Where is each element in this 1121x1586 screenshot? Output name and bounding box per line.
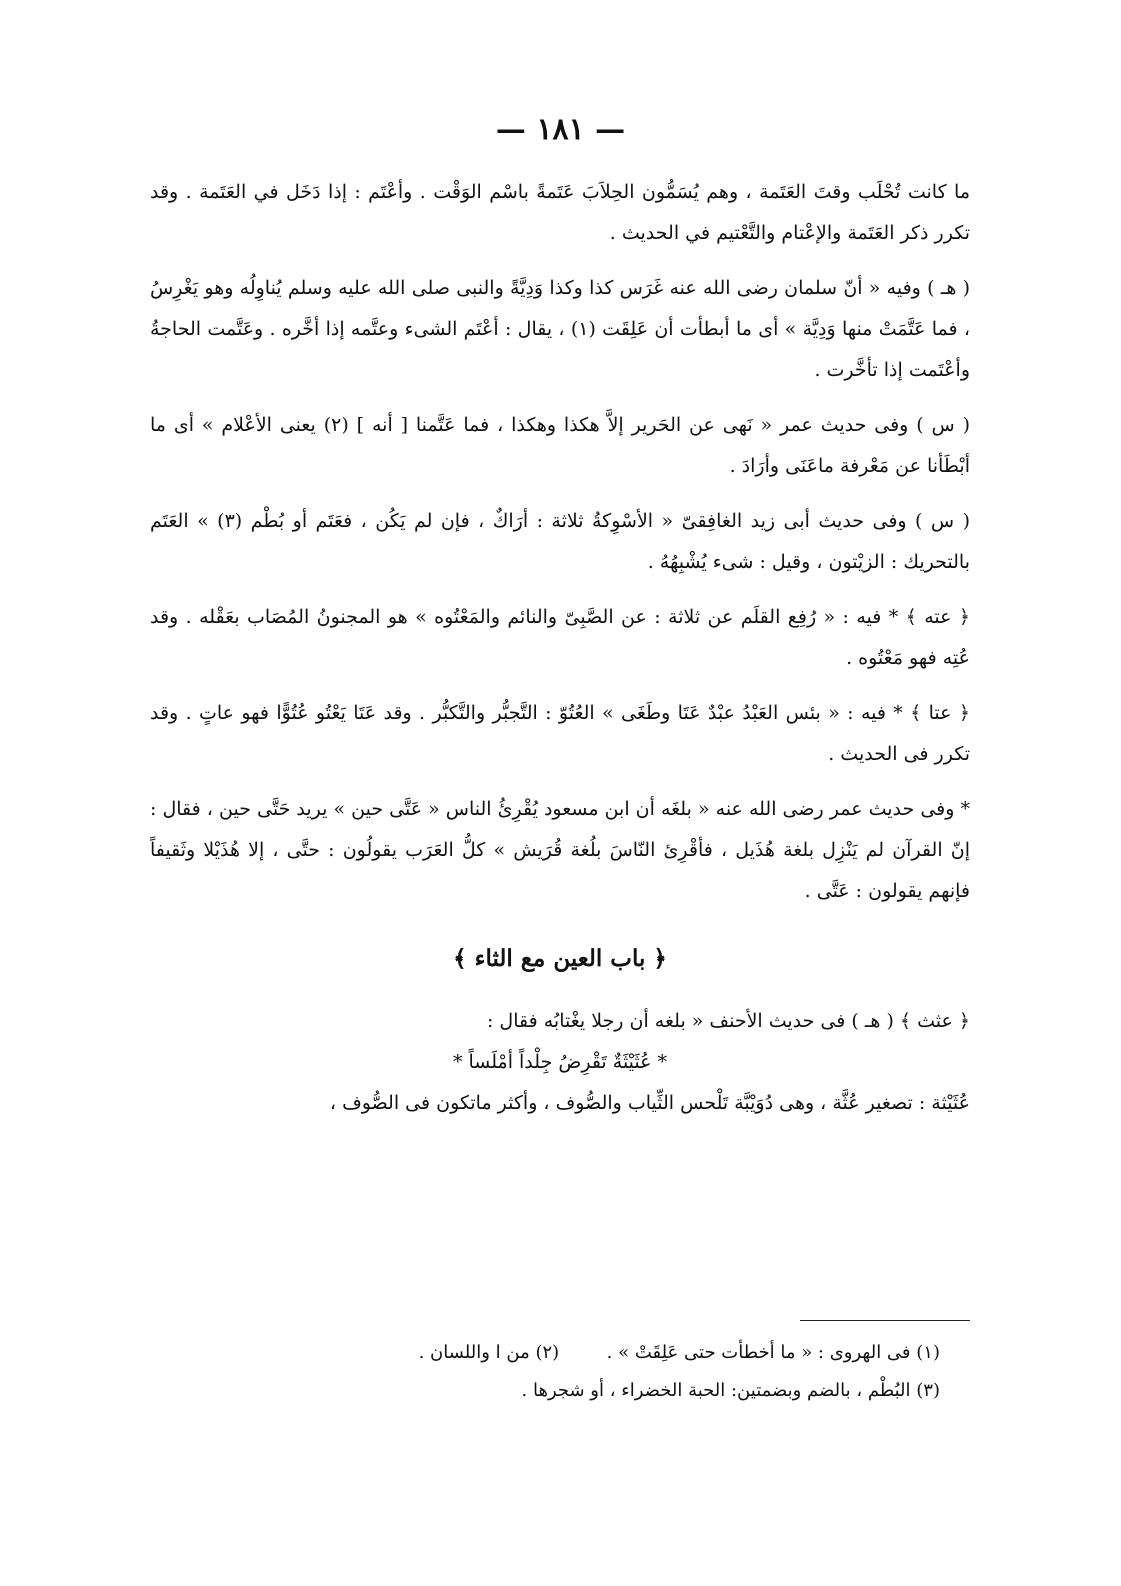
- paragraph-ghafiqi-hadith: ( س ) وفى حديث أبى زيد الغافِقىّ « الأسْوِكةُ ثلاثة : أرَاكٌ ، فإن لم يَكُن ، فعَتَم أو بُطْم (٣) » العَتَم بالتحريك : الزيْتون ، وقيل : شىء يُشْبِهُهُ .: [150, 510, 970, 573]
- footnote-1: (١) فى الهروى : « ما أخطأت حتى عَلِقَتْ » .: [606, 1342, 940, 1363]
- paragraph-atama-continuation: ما كانت تُحْلَب وقتَ العَتَمة ، وهم يُسَمُّون الحِلاَبَ عَتَمةً باسْم الوَقْت . وأعْتَم : إذا دَخَل في العَتَمة . وقد تكرر ذكر العَتَمة والإعْتام والتَّعْتيم في الحديث .: [150, 181, 970, 244]
- paragraph-uthaytha-definition: عُثَيْثة : تصغير عُثَّة ، وهى دُوَيْبَّة تَلْحس الثِّياب والصُّوف ، وأكثر ماتكون فى الصُّوف ،: [329, 1092, 970, 1114]
- footnote-divider: [800, 1320, 970, 1321]
- footnotes: [300, 1334, 940, 1410]
- main-text: [150, 172, 970, 1138]
- section-heading: ﴿ باب العين مع الثاء ﴾: [453, 945, 667, 972]
- paragraph-umar-silk-hadith: ( س ) وفى حديث عمر « نَهى عن الحَرير إلاَّ هكذا وهكذا ، فما عَتَّمنا [ أنه ] (٢) يعنى الأعْلام » أى ما أبْطَأنا عن مَعْرفة ماعَنَى وأرَادَ .: [150, 414, 970, 477]
- footnote-3: (٣) البُطْم ، بالضم وبضمتين: الحبة الخضراء ، أو شجرها .: [521, 1380, 940, 1401]
- paragraph-ibn-masud-hadith: * وفى حديث عمر رضى الله عنه « بلغَه أن ابن مسعود يُقْرِئُ الناس « عَتَّى حين » يريد حَتَّى حين ، فقال : إنّ القرآن لم يَنْزِل بلغة هُذَيل ، فأقْرِئ النّاسَ بلُغة قُرَيش » كلُّ العَرَب يقولُون : حتَّى ، إلا هُذَيْلا وثَقيفاً فإنهم يقولون : عَتَّى .: [150, 798, 970, 902]
- entry-athth: ﴿ عثث ﴾ ( هـ ) فى حديث الأحنف « بلغه أن رجلا يغْتابُه فقال :: [486, 1010, 970, 1032]
- paragraph-salman-hadith: ( هـ ) وفيه « أنّ سلمان رضى الله عنه غَرَس كذا وكذا وَدِيَّةً والنبى صلى الله عليه وسلم يُناوِلُه وهو يَغْرِسُ ، فما عَتَّمَتْ منها وَدِيَّة » أى ما أبطأت أن عَلِقَت (١) ، يقال : أعْتَم الشىء وعتَّمه إذا أخَّره . وعَتَّمت الحاجةُ وأعْتَمت إذا تأخَّرت .: [150, 277, 970, 381]
- verse-line: * عُثَيْثَةٌ تَقْرِضُ جِلْداً أمْلَساً *: [452, 1051, 668, 1073]
- entry-ata: ﴿ عتا ﴾ * فيه : « بئس العَبْدُ عبْدٌ عَتَا وطَغَى » العُتُوّ : التَّجبُّر والتَّكبُّر . وقد عَتَا يَعْتُو عُتُوًّا فهو عاتٍ . وقد تكرر فى الحديث .: [150, 702, 970, 765]
- page-number: — ١٨١ —: [495, 112, 626, 147]
- footnote-2: (٢) من ا واللسان .: [418, 1342, 560, 1363]
- entry-ateh: ﴿ عته ﴾ * فيه : « رُفِع القلَم عن ثلاثة : عن الصَّبِىّ والنائم والمَعْتُوه » هو المجنونُ المُصَاب بعَقْله . وقد عُتِه فهو مَعْتُوه .: [150, 606, 970, 669]
- footnote-row: [300, 1334, 940, 1372]
